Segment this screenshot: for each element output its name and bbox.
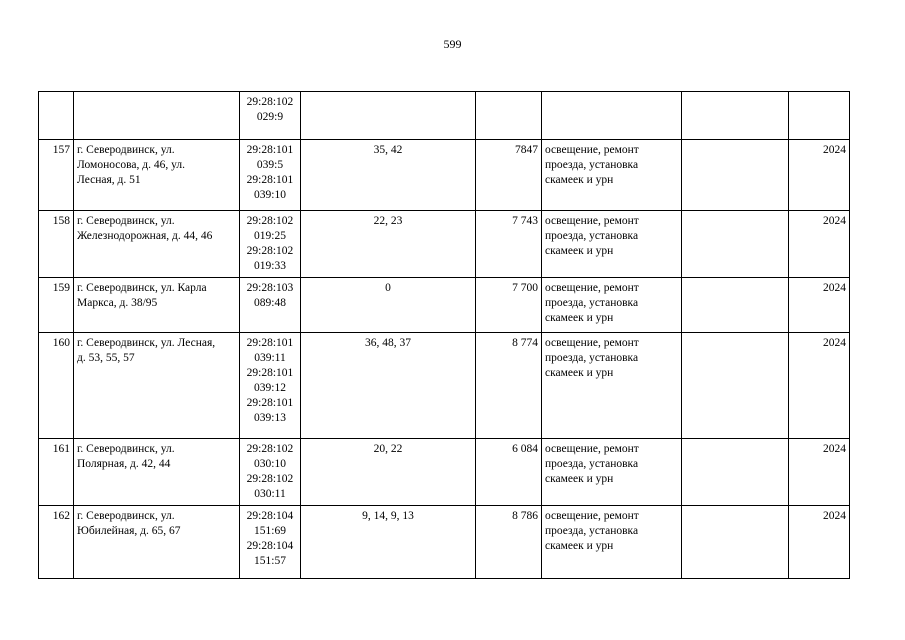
cadastral-line: 151:69 bbox=[254, 525, 286, 537]
empty-cell bbox=[682, 92, 789, 140]
works-line: освещение, ремонт bbox=[545, 510, 639, 522]
empty-cell bbox=[682, 439, 789, 506]
cadastral-cell bbox=[240, 333, 301, 439]
row-number-cell: 162 bbox=[39, 506, 74, 579]
works-line: проезда, установка bbox=[545, 352, 639, 364]
table-row bbox=[39, 333, 850, 439]
cadastral-cell bbox=[240, 92, 301, 140]
cadastral-line: 29:28:101 bbox=[246, 337, 294, 349]
area-cell: 7847 bbox=[476, 140, 542, 211]
address-line: г. Северодвинск, ул. bbox=[77, 510, 175, 522]
empty-cell bbox=[682, 211, 789, 278]
cadastral-line: 030:11 bbox=[254, 488, 286, 500]
cadastral-line: 039:10 bbox=[254, 189, 286, 201]
address-line: г. Северодвинск, ул. bbox=[77, 144, 175, 156]
cadastral-cell bbox=[240, 506, 301, 579]
works-line: освещение, ремонт bbox=[545, 337, 639, 349]
address-cell bbox=[74, 439, 240, 506]
works-line: скамеек и урн bbox=[545, 245, 614, 257]
cadastral-line: 029:9 bbox=[256, 111, 284, 123]
works-line: скамеек и урн bbox=[545, 540, 614, 552]
address-line: Ломоносова, д. 46, ул. bbox=[77, 159, 185, 171]
house-numbers-cell bbox=[301, 92, 476, 140]
year-cell: 2024 bbox=[789, 140, 850, 211]
cadastral-line: 019:25 bbox=[254, 230, 286, 242]
table-row bbox=[39, 506, 850, 579]
works-line: скамеек и урн bbox=[545, 367, 614, 379]
table-row bbox=[39, 439, 850, 506]
empty-cell bbox=[682, 506, 789, 579]
house-numbers-cell: 9, 14, 9, 13 bbox=[301, 506, 476, 579]
address-line: Юбилейная, д. 65, 67 bbox=[77, 525, 181, 537]
row-number-cell: 157 bbox=[39, 140, 74, 211]
works-line: скамеек и урн bbox=[545, 174, 614, 186]
cadastral-line: 29:28:102 bbox=[246, 215, 294, 227]
house-numbers-cell: 36, 48, 37 bbox=[301, 333, 476, 439]
works-line: освещение, ремонт bbox=[545, 144, 639, 156]
cadastral-line: 039:13 bbox=[254, 412, 286, 424]
works-line: скамеек и урн bbox=[545, 473, 614, 485]
row-number-cell: 159 bbox=[39, 278, 74, 333]
cadastral-line: 039:11 bbox=[254, 352, 286, 364]
house-numbers-cell: 35, 42 bbox=[301, 140, 476, 211]
cadastral-line: 039:5 bbox=[256, 159, 284, 171]
cadastral-line: 29:28:101 bbox=[246, 397, 294, 409]
empty-cell bbox=[682, 278, 789, 333]
cadastral-line: 29:28:102 bbox=[246, 473, 294, 485]
cadastral-cell bbox=[240, 439, 301, 506]
area-cell: 6 084 bbox=[476, 439, 542, 506]
page-number: 599 bbox=[443, 37, 462, 51]
address-line: г. Северодвинск, ул. bbox=[77, 215, 175, 227]
works-line: освещение, ремонт bbox=[545, 443, 639, 455]
works-cell bbox=[542, 92, 682, 140]
area-cell: 8 786 bbox=[476, 506, 542, 579]
address-line: Лесная, д. 51 bbox=[77, 174, 141, 186]
area-cell: 8 774 bbox=[476, 333, 542, 439]
works-cell bbox=[542, 506, 682, 579]
works-cell bbox=[542, 278, 682, 333]
year-cell: 2024 bbox=[789, 506, 850, 579]
address-cell bbox=[74, 506, 240, 579]
row-number-cell: 160 bbox=[39, 333, 74, 439]
address-cell bbox=[74, 211, 240, 278]
cadastral-line: 29:28:104 bbox=[246, 540, 294, 552]
works-line: скамеек и урн bbox=[545, 312, 614, 324]
address-line: Полярная, д. 42, 44 bbox=[77, 458, 171, 470]
works-line: освещение, ремонт bbox=[545, 282, 639, 294]
works-line: проезда, установка bbox=[545, 159, 639, 171]
cadastral-line: 151:57 bbox=[254, 555, 286, 567]
row-number-cell bbox=[39, 92, 74, 140]
address-cell bbox=[74, 333, 240, 439]
address-line: Маркса, д. 38/95 bbox=[77, 297, 158, 309]
cadastral-cell bbox=[240, 211, 301, 278]
table-row bbox=[39, 140, 850, 211]
works-cell bbox=[542, 140, 682, 211]
house-numbers-cell: 22, 23 bbox=[301, 211, 476, 278]
cadastral-cell bbox=[240, 278, 301, 333]
registry-table bbox=[38, 91, 850, 579]
cadastral-line: 29:28:101 bbox=[246, 174, 294, 186]
table-body bbox=[39, 92, 850, 579]
cadastral-line: 29:28:102 bbox=[246, 443, 294, 455]
house-numbers-cell: 0 bbox=[301, 278, 476, 333]
address-line: г. Северодвинск, ул. Лесная, bbox=[77, 337, 216, 349]
house-numbers-cell: 20, 22 bbox=[301, 439, 476, 506]
empty-cell bbox=[682, 333, 789, 439]
area-cell: 7 743 bbox=[476, 211, 542, 278]
address-line: г. Северодвинск, ул. Карла bbox=[77, 282, 207, 294]
address-cell bbox=[74, 278, 240, 333]
works-cell bbox=[542, 333, 682, 439]
cadastral-line: 039:12 bbox=[254, 382, 286, 394]
row-number-cell: 161 bbox=[39, 439, 74, 506]
address-cell bbox=[74, 92, 240, 140]
year-cell: 2024 bbox=[789, 211, 850, 278]
empty-cell bbox=[682, 140, 789, 211]
area-cell: 7 700 bbox=[476, 278, 542, 333]
cadastral-line: 030:10 bbox=[254, 458, 286, 470]
cadastral-line: 29:28:101 bbox=[246, 367, 294, 379]
works-line: проезда, установка bbox=[545, 525, 639, 537]
year-cell: 2024 bbox=[789, 333, 850, 439]
cadastral-line: 29:28:101 bbox=[246, 144, 294, 156]
cadastral-line: 089:48 bbox=[254, 297, 286, 309]
address-line: Железнодорожная, д. 44, 46 bbox=[77, 230, 213, 242]
works-line: проезда, установка bbox=[545, 230, 639, 242]
table-row bbox=[39, 92, 850, 140]
cadastral-cell bbox=[240, 140, 301, 211]
cadastral-line: 29:28:102 bbox=[246, 96, 294, 108]
works-cell bbox=[542, 439, 682, 506]
works-line: проезда, установка bbox=[545, 458, 639, 470]
area-cell bbox=[476, 92, 542, 140]
table-row bbox=[39, 278, 850, 333]
works-line: освещение, ремонт bbox=[545, 215, 639, 227]
year-cell bbox=[789, 92, 850, 140]
table-row bbox=[39, 211, 850, 278]
year-cell: 2024 bbox=[789, 439, 850, 506]
cadastral-line: 29:28:103 bbox=[246, 282, 294, 294]
works-cell bbox=[542, 211, 682, 278]
works-line: проезда, установка bbox=[545, 297, 639, 309]
address-cell bbox=[74, 140, 240, 211]
cadastral-line: 29:28:104 bbox=[246, 510, 294, 522]
cadastral-line: 019:33 bbox=[254, 260, 286, 272]
cadastral-line: 29:28:102 bbox=[246, 245, 294, 257]
year-cell: 2024 bbox=[789, 278, 850, 333]
address-line: г. Северодвинск, ул. bbox=[77, 443, 175, 455]
address-line: д. 53, 55, 57 bbox=[77, 352, 135, 364]
row-number-cell: 158 bbox=[39, 211, 74, 278]
